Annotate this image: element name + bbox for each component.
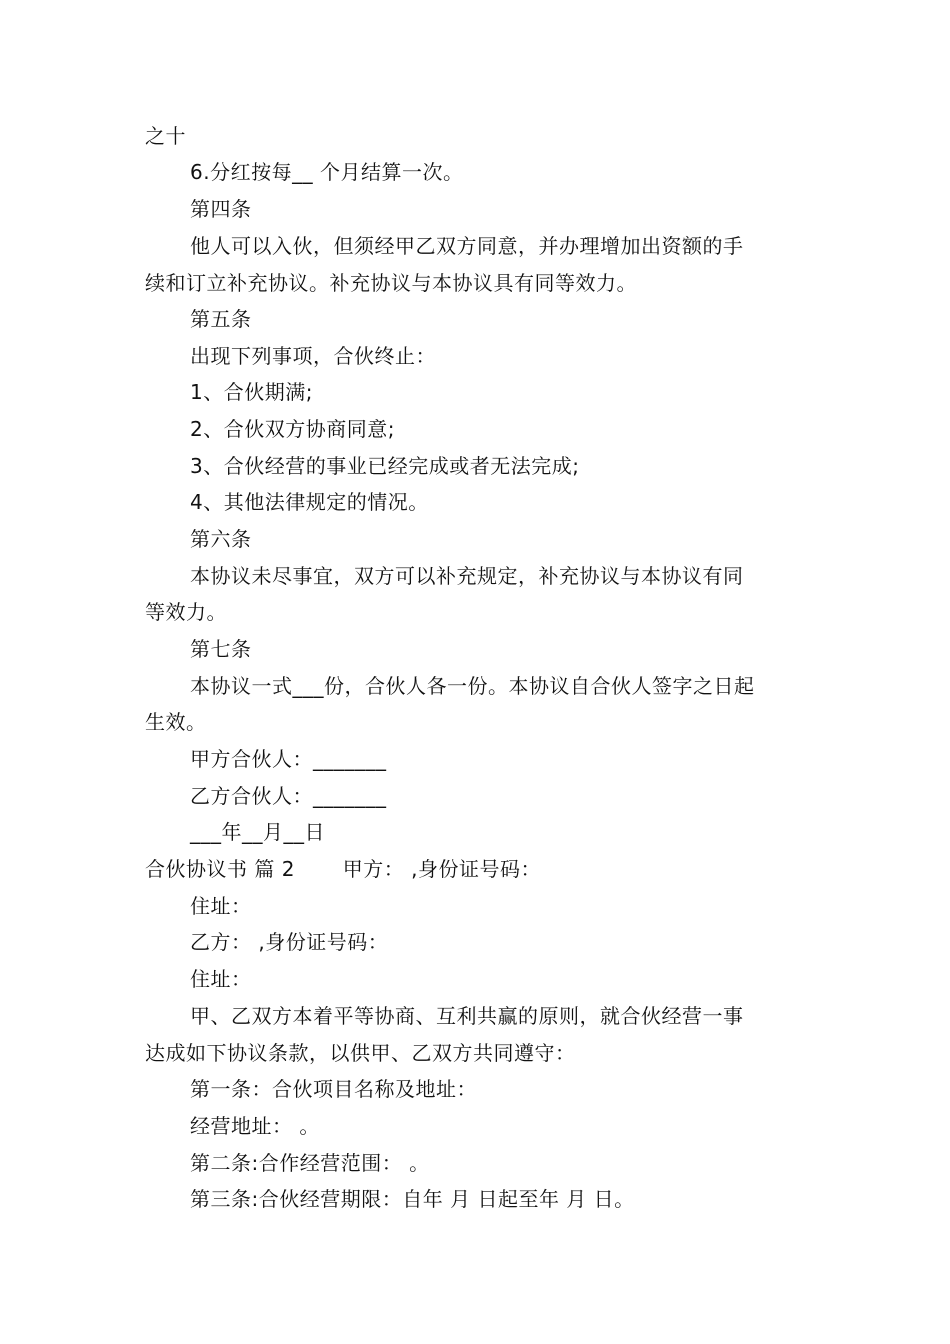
list-item: 1、合伙期满; <box>190 380 313 404</box>
signature-line: 乙方合伙人：_______ <box>190 784 387 808</box>
section-heading: 第四条 <box>190 197 252 221</box>
list-item: 3、合伙经营的事业已经完成或者无法完成; <box>190 454 580 478</box>
section-heading: 第七条 <box>190 637 252 661</box>
text-line: 住址： <box>190 894 252 918</box>
text-line: 本协议一式___份，合伙人各一份。本协议自合伙人签字之日起 <box>190 674 755 698</box>
section-title: 合伙协议书 篇 2 甲方： ,身份证号码： <box>145 857 542 881</box>
list-item: 4、其他法律规定的情况。 <box>190 490 429 514</box>
text-line: 他人可以入伙，但须经甲乙双方同意，并办理增加出资额的手 <box>190 234 744 258</box>
text-line: 等效力。 <box>145 600 227 624</box>
signature-line: 甲方合伙人：_______ <box>190 747 387 771</box>
text-line: 之十 <box>145 124 186 148</box>
text-line: 经营地址： 。 <box>190 1114 320 1138</box>
text-line: 第一条：合伙项目名称及地址： <box>190 1077 477 1101</box>
date-line: ___年__月__日 <box>190 820 325 844</box>
text-line: 乙方： ,身份证号码： <box>190 930 389 954</box>
text-line: 出现下列事项，合伙终止： <box>190 344 436 368</box>
text-line: 达成如下协议条款，以供甲、乙双方共同遵守： <box>145 1041 576 1065</box>
text-line: 甲、乙双方本着平等协商、互利共赢的原则，就合伙经营一事 <box>190 1004 744 1028</box>
text-line: 续和订立补充协议。补充协议与本协议具有同等效力。 <box>145 271 637 295</box>
text-line: 第二条:合作经营范围： 。 <box>190 1151 430 1175</box>
text-line: 本协议未尽事宜，双方可以补充规定，补充协议与本协议有同 <box>190 564 744 588</box>
text-line: 第三条:合伙经营期限：自年 月 日起至年 月 日。 <box>190 1187 635 1211</box>
section-heading: 第六条 <box>190 527 252 551</box>
text-line: 生效。 <box>145 710 207 734</box>
text-line: 住址： <box>190 967 252 991</box>
list-item: 2、合伙双方协商同意; <box>190 417 395 441</box>
text-line: 6.分红按每__ 个月结算一次。 <box>190 160 464 184</box>
section-heading: 第五条 <box>190 307 252 331</box>
